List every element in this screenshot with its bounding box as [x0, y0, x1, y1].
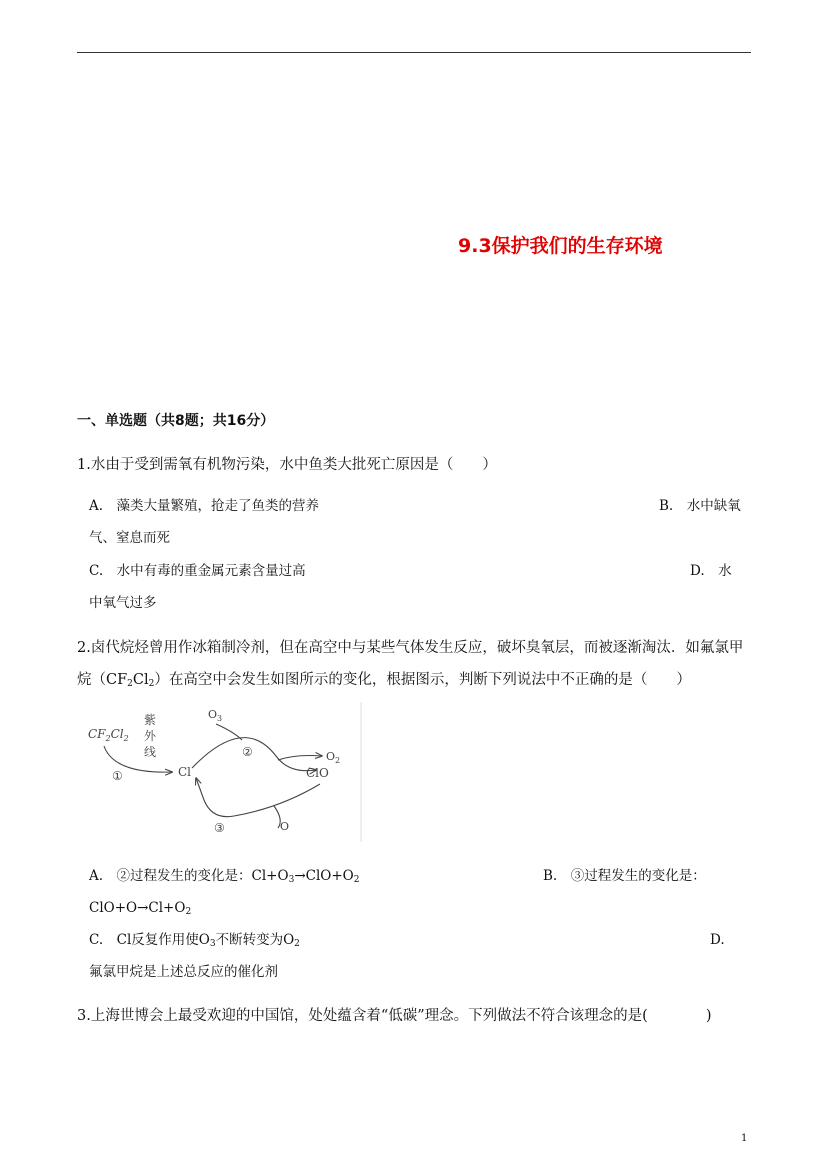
q1-option-d-continued: 中氧气过多 — [89, 595, 157, 611]
section-heading: 一、单选题（共8题；共16分） — [77, 413, 275, 429]
q1-option-b-continued: 气、窒息而死 — [89, 530, 170, 546]
q2-option-b-products: Cl+O — [148, 900, 186, 916]
page-title: 9.3保护我们的生存环境 — [458, 235, 663, 257]
o2-output-arrow — [278, 756, 322, 761]
ozone-depletion-diagram — [84, 702, 364, 842]
cf2cl2-label: $CF_2Cl_2$ — [88, 727, 129, 743]
subscript: 3 — [288, 875, 295, 885]
reaction-arrow: → — [294, 868, 306, 884]
cl-center-label: Cl — [178, 765, 192, 779]
subscript: 2 — [185, 907, 192, 917]
question-2-stem-line2 — [77, 673, 691, 688]
reaction-arrow: → — [137, 900, 149, 916]
question-3-stem: 3.上海世博会上最受欢迎的中国馆，处处蕴含着“低碳”理念。下列做法不符合该理念的是( ) — [77, 1008, 712, 1024]
stem-text-c: ）在高空中会发生如图所示的变化，根据图示，判断下列说法中不正确的是（ ） — [154, 672, 691, 688]
clo-label: ClO — [306, 766, 329, 780]
q2-option-d: D. — [710, 932, 725, 948]
subscript: 2 — [353, 875, 360, 885]
subscript: 2 — [127, 679, 133, 689]
q1-option-d: D. 水 — [690, 563, 732, 579]
uv-label-2: 外 — [144, 729, 157, 743]
step3-label: ③ — [214, 821, 225, 835]
q2-option-c-text2: 不断转变为O — [215, 932, 295, 948]
q2-option-d-continued: 氟氯甲烷是上述总反应的催化剂 — [89, 964, 278, 980]
step3-return-arrow — [196, 778, 320, 817]
o-input-label: O — [280, 820, 290, 833]
page-number: 1 — [741, 1133, 748, 1144]
uv-label-3: 线 — [144, 745, 157, 759]
q2-option-b-reactants: ClO+O — [89, 900, 138, 916]
subscript: 2 — [148, 679, 155, 689]
o2-output-label: $O_2$ — [326, 750, 341, 765]
q2-option-a-text: A. ②过程发生的变化是：Cl+O — [89, 868, 289, 884]
question-2-stem-line1: 2.卤代烷烃曾用作冰箱制冷剂，但在高空中与某些气体发生反应，破坏臭氧层，而被逐渐淘汰．如氟氯甲 — [77, 640, 744, 656]
step2-label: ② — [242, 745, 253, 759]
q1-option-b: B. 水中缺氧 — [659, 498, 741, 514]
subscript: 2 — [294, 939, 300, 949]
step1-label: ① — [112, 769, 123, 783]
stem-text-b: Cl — [132, 672, 149, 688]
stem-text-a: 烷（CF — [77, 672, 128, 688]
uv-label-1: 紫 — [144, 713, 157, 727]
q1-option-c: C. 水中有毒的重金属元素含量过高 — [89, 563, 306, 579]
subscript: 3 — [209, 939, 216, 949]
header-divider — [77, 52, 751, 53]
q2-option-c — [89, 934, 300, 948]
q1-option-a: A. 藻类大量繁殖，抢走了鱼类的营养 — [89, 498, 320, 514]
o3-label: $O_3$ — [208, 708, 223, 723]
q2-option-a-products: ClO+O — [305, 868, 354, 884]
q2-option-a — [89, 870, 359, 884]
step2-arrow-to-clo — [192, 738, 316, 771]
question-1-stem: 1.水由于受到需氧有机物污染，水中鱼类大批死亡原因是（ ） — [77, 457, 497, 473]
q2-option-b: B. ③过程发生的变化是： — [543, 868, 706, 884]
q2-option-b-continued — [89, 902, 191, 916]
q2-option-c-text: C. Cl反复作用使O — [89, 932, 210, 948]
